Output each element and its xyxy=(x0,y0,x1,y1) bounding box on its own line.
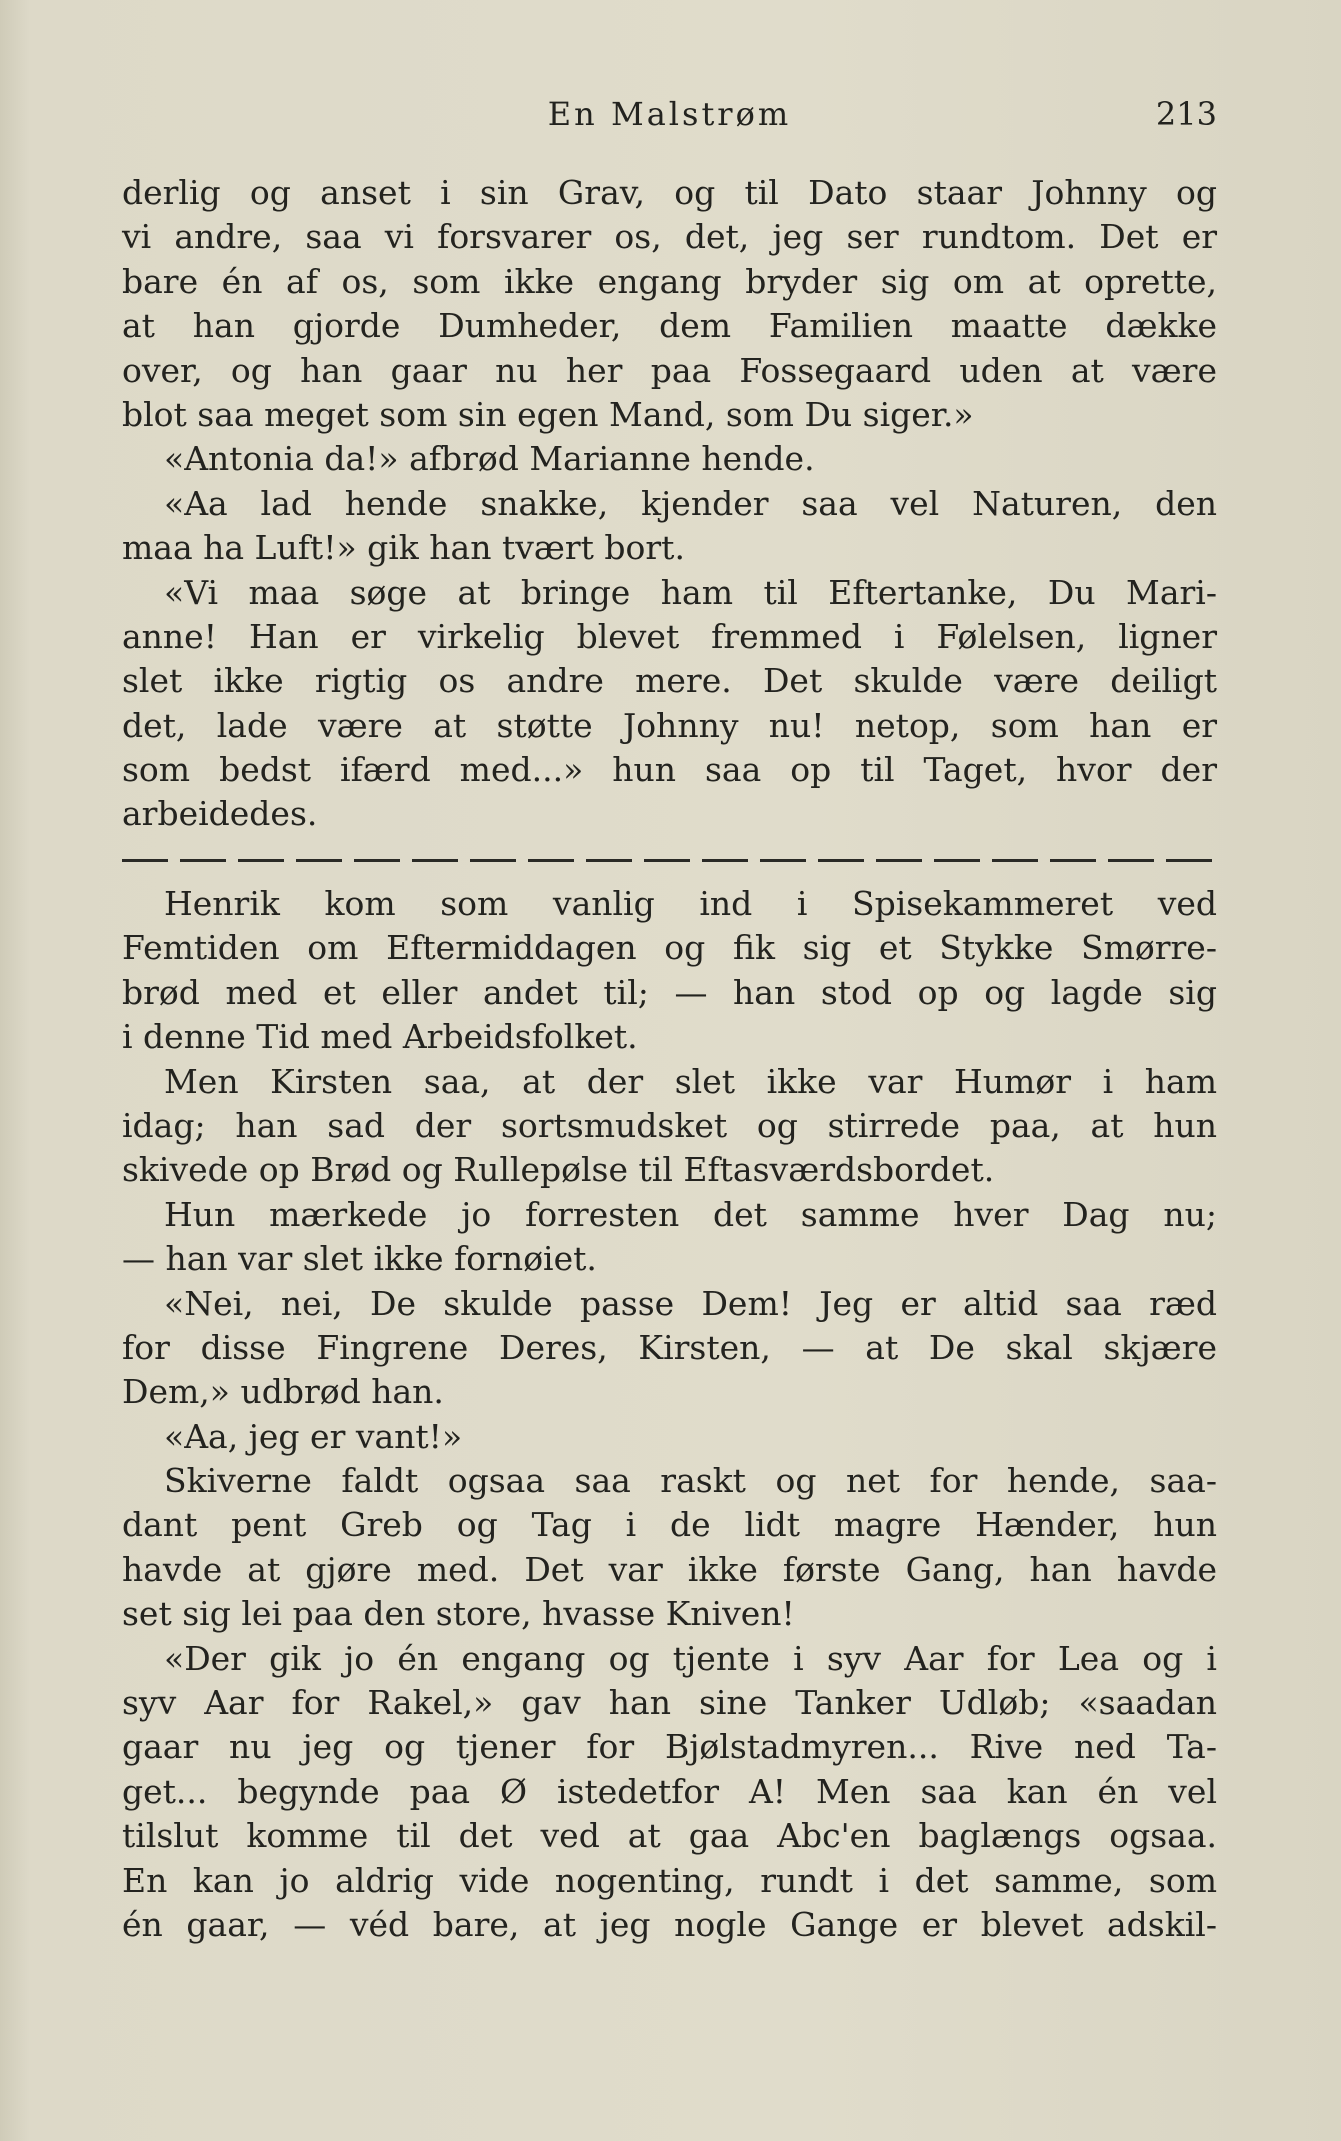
page-header xyxy=(122,95,1217,145)
text-line: det, lade være at støtte Johnny nu! netop, som han er xyxy=(122,705,1217,745)
text-line: for disse Fingrene Deres, Kirsten, — at De skal skjære xyxy=(122,1327,1217,1367)
text-line: «Nei, nei, De skulde passe Dem! Jeg er altid saa ræd xyxy=(164,1283,1217,1323)
running-title: En Malstrøm xyxy=(547,95,792,133)
text-line: én gaar, — véd bare, at jeg nogle Gange er blevet adskil- xyxy=(122,1904,1217,1944)
text-line: maa ha Luft!» gik han tvært bort. xyxy=(122,528,685,568)
section-separator xyxy=(122,859,1217,862)
text-line: at han gjorde Dumheder, dem Familien maatte dække xyxy=(122,306,1217,346)
text-line: over, og han gaar nu her paa Fossegaard uden at være xyxy=(122,350,1217,390)
text-line: havde at gjøre med. Det var ikke første Gang, han havde xyxy=(122,1549,1217,1589)
text-line: get... begynde paa Ø istedetfor A! Men saa kan én vel xyxy=(122,1771,1217,1811)
text-line: Femtiden om Eftermiddagen og fik sig et Stykke Smørre- xyxy=(122,928,1217,968)
text-line: En kan jo aldrig vide nogenting, rundt i det samme, som xyxy=(122,1860,1217,1900)
text-line: i denne Tid med Arbeidsfolket. xyxy=(122,1017,638,1057)
text-line: «Der gik jo én engang og tjente i syv Aar for Lea og i xyxy=(164,1638,1217,1678)
text-line: anne! Han er virkelig blevet fremmed i Følelsen, ligner xyxy=(122,616,1217,656)
text-line: derlig og anset i sin Grav, og til Dato staar Johnny og xyxy=(122,173,1217,212)
text-line: «Aa lad hende snakke, kjender saa vel Naturen, den xyxy=(164,483,1217,523)
text-line: brød med et eller andet til; — han stod op og lagde sig xyxy=(122,972,1217,1012)
text-line: idag; han sad der sortsmudsket og stirrede paa, at hun xyxy=(122,1105,1217,1145)
text-line: slet ikke rigtig os andre mere. Det skulde være deiligt xyxy=(122,661,1217,701)
text-line: Dem,» udbrød han. xyxy=(122,1372,444,1412)
text-line: blot saa meget som sin egen Mand, som Du siger.» xyxy=(122,394,974,434)
text-line: set sig lei paa den store, hvasse Kniven! xyxy=(122,1594,795,1634)
text-line: Skiverne faldt ogsaa saa raskt og net for hende, saa- xyxy=(164,1461,1217,1501)
text-line: syv Aar for Rakel,» gav han sine Tanker Udløb; «saadan xyxy=(122,1683,1217,1723)
text-block-lower xyxy=(122,882,1217,1947)
text-line: «Vi maa søge at bringe ham til Eftertanke, Du Mari- xyxy=(164,572,1217,612)
text-line: Henrik kom som vanlig ind i Spisekammeret ved xyxy=(164,884,1217,923)
text-line: gaar nu jeg og tjener for Bjølstadmyren... Rive ned Ta- xyxy=(122,1727,1217,1767)
text-line: arbeidedes. xyxy=(122,794,318,834)
text-line: tilslut komme til det ved at gaa Abc'en baglængs ogsaa. xyxy=(122,1816,1217,1856)
text-line: som bedst ifærd med...» hun saa op til Taget, hvor der xyxy=(122,750,1217,790)
text-line: Hun mærkede jo forresten det samme hver Dag nu; xyxy=(164,1194,1217,1234)
text-line: Men Kirsten saa, at der slet ikke var Humør i ham xyxy=(164,1061,1217,1101)
text-line: vi andre, saa vi forsvarer os, det, jeg ser rundtom. Det er xyxy=(122,217,1217,257)
text-block-upper xyxy=(122,171,1217,837)
page-number: 213 xyxy=(1155,95,1217,133)
text-line: bare én af os, som ikke engang bryder sig om at oprette, xyxy=(122,261,1217,301)
text-line: «Aa, jeg er vant!» xyxy=(164,1416,463,1456)
text-line: skivede op Brød og Rullepølse til Eftasværdsbordet. xyxy=(122,1150,995,1190)
text-line: dant pent Greb og Tag i de lidt magre Hænder, hun xyxy=(122,1505,1217,1545)
text-line: «Antonia da!» afbrød Marianne hende. xyxy=(164,439,815,479)
text-line: — han var slet ikke fornøiet. xyxy=(122,1239,597,1279)
